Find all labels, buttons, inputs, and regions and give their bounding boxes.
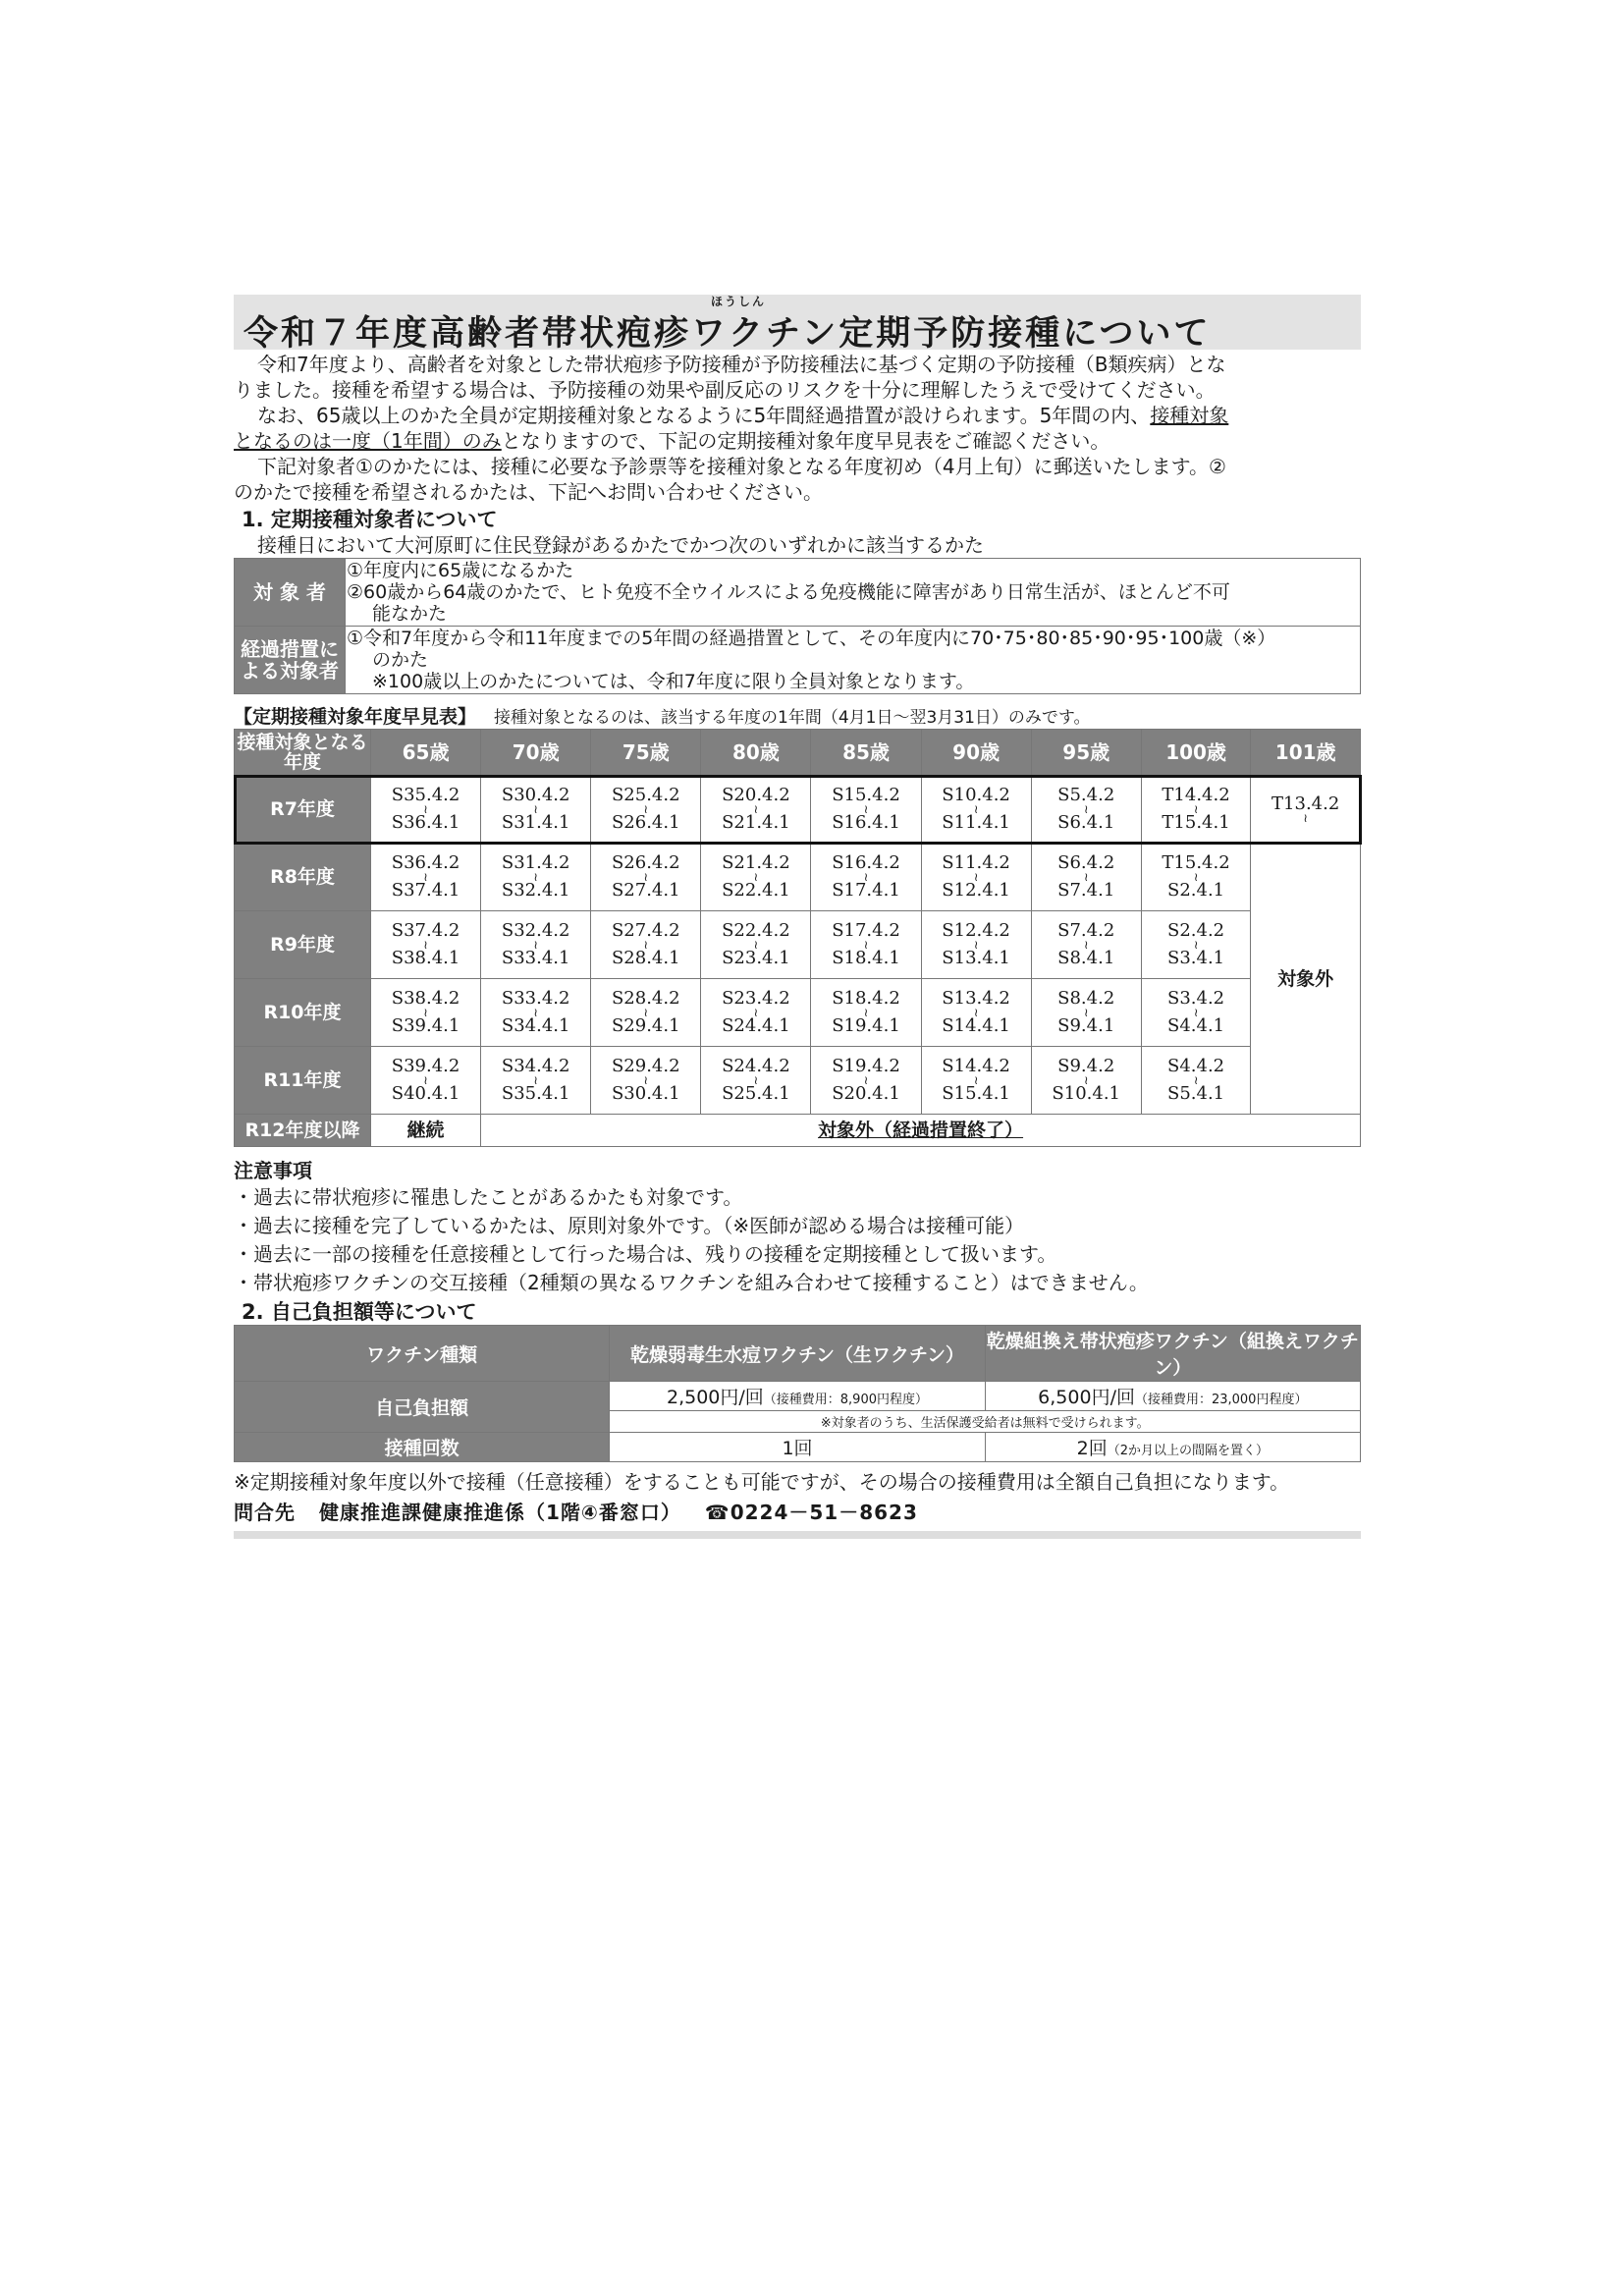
year-label: R7年度 xyxy=(235,776,371,844)
birth-range-cell xyxy=(701,844,811,911)
range-tilde: ≀ xyxy=(753,802,759,816)
target-item-2: ②60歳から64歳のかたで、ヒト免疫不全ウイルスによる免疫機能に障害があり日常生活が、ほとんど不可 xyxy=(347,581,1230,603)
birth-start: S21.4.2 xyxy=(722,852,790,873)
year-label: R11年度 xyxy=(235,1047,371,1115)
birth-range-cell xyxy=(481,979,591,1047)
intro-paragraph-1: 令和7年度より、高齢者を対象とした帯状疱疹予防接種が予防接種法に基づく定期の予防接種（B類疾病）とな xyxy=(257,353,1226,376)
range-tilde: ≀ xyxy=(423,938,428,952)
birth-end: S22.4.1 xyxy=(722,880,790,901)
range-tilde: ≀ xyxy=(533,1073,538,1087)
birth-start: S17.4.2 xyxy=(832,920,900,941)
birth-range-cell xyxy=(1251,776,1361,844)
birth-start: S23.4.2 xyxy=(722,988,790,1009)
recombinant-cost xyxy=(985,1382,1360,1411)
birth-start: S25.4.2 xyxy=(611,785,680,805)
birth-start: S20.4.2 xyxy=(722,785,790,805)
birth-end: S27.4.1 xyxy=(611,880,680,901)
birth-range-cell xyxy=(811,776,921,844)
caution-item: ・過去に接種を完了しているかたは、原則対象外です。（※医師が認める場合は接種可能） xyxy=(234,1214,1025,1237)
cost-table xyxy=(234,1325,1361,1462)
birth-range-cell xyxy=(811,1047,921,1115)
year-label: R10年度 xyxy=(235,979,371,1047)
section-2-title: 2. 自己負担額等について xyxy=(242,1300,477,1324)
birth-start: S27.4.2 xyxy=(611,920,680,941)
birth-range-cell xyxy=(921,979,1031,1047)
target-item-1: ①年度内に65歳になるかた xyxy=(347,560,574,581)
caution-item: ・過去に帯状疱疹に罹患したことがあるかたも対象です。 xyxy=(234,1185,743,1209)
title-bar xyxy=(234,295,1361,354)
birth-range-cell xyxy=(1031,844,1141,911)
birth-start: S18.4.2 xyxy=(832,988,900,1009)
birth-range-cell xyxy=(701,776,811,844)
range-tilde: ≀ xyxy=(973,938,979,952)
range-tilde: ≀ xyxy=(533,870,538,884)
birth-end: S23.4.1 xyxy=(722,948,790,968)
intro-paragraph-3b: のかたで接種を希望されるかたは、下記へお問い合わせください。 xyxy=(234,480,823,504)
range-tilde: ≀ xyxy=(973,802,979,816)
age-header: 95歳 xyxy=(1031,730,1141,776)
birth-end: S32.4.1 xyxy=(501,880,570,901)
birth-end: S14.4.1 xyxy=(942,1015,1010,1036)
range-tilde: ≀ xyxy=(973,1073,979,1087)
birth-start: S16.4.2 xyxy=(832,852,900,873)
recombinant-times xyxy=(985,1433,1360,1462)
range-tilde: ≀ xyxy=(423,870,428,884)
range-tilde: ≀ xyxy=(1083,1073,1089,1087)
birth-end: S20.4.1 xyxy=(832,1083,900,1104)
year-row xyxy=(235,911,1361,979)
birth-end: S15.4.1 xyxy=(942,1083,1010,1104)
birth-range-cell xyxy=(591,776,701,844)
birth-start: S2.4.2 xyxy=(1166,920,1225,941)
vaccine-type-label: ワクチン種類 xyxy=(235,1326,610,1382)
target-content xyxy=(346,559,1361,627)
birth-end: S21.4.1 xyxy=(722,812,790,833)
times-label: 接種回数 xyxy=(235,1433,610,1462)
contact-line xyxy=(234,1497,1361,1525)
range-tilde: ≀ xyxy=(643,870,649,884)
birth-end: S7.4.1 xyxy=(1057,880,1115,901)
age-header: 100歳 xyxy=(1141,730,1251,776)
live-cost-note: （接種費用：8,900円程度） xyxy=(763,1393,928,1407)
birth-end: S16.4.1 xyxy=(832,812,900,833)
range-tilde: ≀ xyxy=(1083,1006,1089,1019)
birth-range-cell xyxy=(1141,911,1251,979)
birth-end: S31.4.1 xyxy=(501,812,570,833)
range-tilde: ≀ xyxy=(1193,802,1199,816)
range-tilde: ≀ xyxy=(643,1006,649,1019)
birth-end: S30.4.1 xyxy=(611,1083,680,1104)
range-tilde: ≀ xyxy=(643,938,649,952)
range-tilde: ≀ xyxy=(423,1006,428,1019)
birth-start: S10.4.2 xyxy=(942,785,1010,805)
birth-start: T14.4.2 xyxy=(1162,785,1230,805)
range-tilde: ≀ xyxy=(1193,1073,1199,1087)
birth-end: S11.4.1 xyxy=(942,812,1010,833)
cautions-title: 注意事項 xyxy=(234,1159,312,1182)
birth-start: S30.4.2 xyxy=(501,785,570,805)
quick-table-title: 【定期接種対象年度早見表】 xyxy=(234,706,477,728)
live-cost xyxy=(610,1382,985,1411)
birth-range-cell xyxy=(1141,776,1251,844)
range-tilde: ≀ xyxy=(1193,870,1199,884)
range-tilde: ≀ xyxy=(423,1073,428,1087)
title-ruby: ほうしん xyxy=(711,295,767,308)
range-tilde: ≀ xyxy=(863,870,869,884)
birth-range-cell xyxy=(1031,979,1141,1047)
birth-start: S32.4.2 xyxy=(501,920,570,941)
birth-range-cell xyxy=(921,1047,1031,1115)
live-times: 1回 xyxy=(610,1433,985,1462)
age-header: 65歳 xyxy=(371,730,481,776)
birth-end: S13.4.1 xyxy=(942,948,1010,968)
birth-end: S25.4.1 xyxy=(722,1083,790,1104)
birth-start: S12.4.2 xyxy=(942,920,1010,941)
birth-end: S35.4.1 xyxy=(501,1083,570,1104)
birth-end: S29.4.1 xyxy=(611,1015,680,1036)
birth-range-cell xyxy=(591,1047,701,1115)
birth-range-cell xyxy=(1141,979,1251,1047)
age-header: 101歳 xyxy=(1251,730,1361,776)
age-header: 70歳 xyxy=(481,730,591,776)
recombinant-vaccine-header: 乾燥組換え帯状疱疹ワクチン（組換えワクチン） xyxy=(985,1326,1360,1382)
birth-start: S19.4.2 xyxy=(832,1056,900,1076)
birth-range-cell xyxy=(1031,911,1141,979)
birth-start: S24.4.2 xyxy=(722,1056,790,1076)
phone-icon: ☎ xyxy=(704,1501,730,1524)
birth-start: S7.4.2 xyxy=(1057,920,1115,941)
birth-start: S9.4.2 xyxy=(1057,1056,1115,1076)
range-tilde: ≀ xyxy=(643,802,649,816)
birth-range-cell xyxy=(1031,1047,1141,1115)
birth-start: S14.4.2 xyxy=(942,1056,1010,1076)
birth-range-cell xyxy=(811,911,921,979)
birth-range-cell xyxy=(591,844,701,911)
birth-end: S34.4.1 xyxy=(501,1015,570,1036)
contact-phone: 0224－51－8623 xyxy=(730,1501,918,1524)
range-tilde: ≀ xyxy=(643,1073,649,1087)
birth-start: S28.4.2 xyxy=(611,988,680,1009)
birth-start: T15.4.2 xyxy=(1162,852,1230,873)
target-label: 対 象 者 xyxy=(235,559,346,627)
birth-start: S36.4.2 xyxy=(391,852,460,873)
birth-start: S8.4.2 xyxy=(1057,988,1115,1009)
range-tilde: ≀ xyxy=(753,938,759,952)
recombinant-times-value: 2回 xyxy=(1076,1438,1108,1459)
year-row xyxy=(235,1047,1361,1115)
birth-start: S33.4.2 xyxy=(501,988,570,1009)
range-tilde: ≀ xyxy=(753,870,759,884)
birth-range-cell xyxy=(591,979,701,1047)
birth-end: S12.4.1 xyxy=(942,880,1010,901)
birth-start: T13.4.2 xyxy=(1271,793,1340,814)
range-tilde: ≀ xyxy=(1083,802,1089,816)
target-item-2b: 能なかた xyxy=(372,603,448,625)
birth-range-cell xyxy=(371,1047,481,1115)
birth-end: S28.4.1 xyxy=(611,948,680,968)
birth-range-cell xyxy=(481,1047,591,1115)
birth-start: S13.4.2 xyxy=(942,988,1010,1009)
birth-range-cell xyxy=(921,776,1031,844)
year-label: R9年度 xyxy=(235,911,371,979)
recombinant-times-note: （2か月以上の間隔を置く） xyxy=(1107,1444,1270,1458)
section-1-title: 1. 定期接種対象者について xyxy=(242,508,498,531)
recombinant-cost-value: 6,500円/回 xyxy=(1038,1387,1135,1408)
birth-end: S26.4.1 xyxy=(611,812,680,833)
birth-end: S3.4.1 xyxy=(1166,948,1225,968)
birth-start: S22.4.2 xyxy=(722,920,790,941)
range-tilde: ≀ xyxy=(973,870,979,884)
birth-start: S15.4.2 xyxy=(832,785,900,805)
birth-range-cell xyxy=(481,844,591,911)
quick-table-heading xyxy=(234,702,1361,729)
birth-end: S18.4.1 xyxy=(832,948,900,968)
birth-range-cell xyxy=(371,911,481,979)
range-tilde: ≀ xyxy=(863,938,869,952)
age-header: 85歳 xyxy=(811,730,921,776)
range-tilde: ≀ xyxy=(973,1006,979,1019)
range-tilde: ≀ xyxy=(1083,938,1089,952)
birth-range-cell xyxy=(481,911,591,979)
intro-paragraph-1b: りました。接種を希望する場合は、予防接種の効果や副反応のリスクを十分に理解したうえで受けてください。 xyxy=(234,378,1216,402)
year-label: R8年度 xyxy=(235,844,371,911)
recombinant-cost-note: （接種費用：23,000円程度） xyxy=(1134,1393,1308,1407)
birth-start: S4.4.2 xyxy=(1166,1056,1225,1076)
intro-paragraph-2b xyxy=(234,428,1361,454)
intro-underline-1: 接種対象 xyxy=(1150,404,1229,427)
range-tilde: ≀ xyxy=(533,1006,538,1019)
range-tilde: ≀ xyxy=(1083,870,1089,884)
range-tilde: ≀ xyxy=(863,1006,869,1019)
birth-start: S39.4.2 xyxy=(391,1056,460,1076)
transition-note: ※100歳以上のかたについては、令和7年度に限り全員対象となります。 xyxy=(372,671,975,692)
range-tilde: ≀ xyxy=(1303,811,1308,825)
birth-start: S35.4.2 xyxy=(391,785,460,805)
caution-item: ・過去に一部の接種を任意接種として行った場合は、残りの接種を定期接種として扱います。 xyxy=(234,1242,1057,1266)
birth-range-cell xyxy=(701,1047,811,1115)
year-label: R12年度以降 xyxy=(235,1115,371,1147)
birth-end: S6.4.1 xyxy=(1057,812,1115,833)
birth-end: S38.4.1 xyxy=(391,948,460,968)
birth-range-cell xyxy=(701,911,811,979)
age-header: 80歳 xyxy=(701,730,811,776)
quick-table-corner: 接種対象となる年度 xyxy=(235,730,371,776)
contact-dept: 健康推進課健康推進係（1階④番窓口） xyxy=(318,1501,681,1524)
range-tilde: ≀ xyxy=(533,938,538,952)
range-tilde: ≀ xyxy=(863,1073,869,1087)
birth-start: S38.4.2 xyxy=(391,988,460,1009)
last-row xyxy=(235,1115,1361,1147)
intro-paragraph-2 xyxy=(234,403,1361,428)
continue-cell: 継続 xyxy=(371,1115,481,1147)
range-tilde: ≀ xyxy=(1193,938,1199,952)
footnote: ※定期接種対象年度以外で接種（任意接種）をすることも可能ですが、その場合の接種費用は全額自己負担になります。 xyxy=(234,1470,1290,1494)
birth-start: S34.4.2 xyxy=(501,1056,570,1076)
birth-range-cell xyxy=(371,776,481,844)
cost-label: 自己負担額 xyxy=(235,1382,610,1433)
birth-start: S5.4.2 xyxy=(1057,785,1115,805)
out-of-scope-cell: 対象外 xyxy=(1251,844,1361,1115)
transition-content xyxy=(346,627,1361,694)
birth-end: S40.4.1 xyxy=(391,1083,460,1104)
notice-document xyxy=(234,295,1361,1539)
bottom-bar xyxy=(234,1531,1361,1539)
transition-end-cell: 対象外（経過措置終了） xyxy=(481,1115,1361,1147)
birth-range-cell xyxy=(921,844,1031,911)
transition-item-1: ①令和7年度から令和11年度までの5年間の経過措置として、その年度内に70･75･80･85･90･95･100歳（※） xyxy=(347,628,1276,649)
intro-text: なお、65歳以上のかた全員が定期接種対象となるように5年間経過措置が設けられます。5年間の内、 xyxy=(257,404,1151,427)
range-tilde: ≀ xyxy=(423,802,428,816)
birth-start: S31.4.2 xyxy=(501,852,570,873)
birth-range-cell xyxy=(591,911,701,979)
birth-range-cell xyxy=(1031,776,1141,844)
birth-range-cell xyxy=(371,979,481,1047)
birth-start: S6.4.2 xyxy=(1057,852,1115,873)
range-tilde: ≀ xyxy=(753,1073,759,1087)
year-row xyxy=(235,844,1361,911)
intro-underline-2: となるのは一度（1年間）のみ xyxy=(234,429,502,453)
birth-start: S11.4.2 xyxy=(942,852,1010,873)
birth-start: S37.4.2 xyxy=(391,920,460,941)
birth-range-cell xyxy=(811,844,921,911)
intro-text: となりますので、下記の定期接種対象年度早見表をご確認ください。 xyxy=(501,429,1110,453)
intro-paragraph-3: 下記対象者①のかたには、接種に必要な予診票等を接種対象となる年度初め（4月上旬）に郵送いたします。② xyxy=(257,455,1226,478)
birth-end: S17.4.1 xyxy=(832,880,900,901)
transition-label: 経過措置による対象者 xyxy=(235,627,346,694)
page-title: 令和７年度高齢者帯状疱疹ワクチン定期予防接種について xyxy=(243,314,1212,354)
birth-end: S39.4.1 xyxy=(391,1015,460,1036)
contact-label: 問合先 xyxy=(234,1501,296,1524)
birth-range-cell xyxy=(481,776,591,844)
range-tilde: ≀ xyxy=(533,802,538,816)
birth-end: S8.4.1 xyxy=(1057,948,1115,968)
birth-end: S4.4.1 xyxy=(1166,1015,1225,1036)
year-row xyxy=(235,979,1361,1047)
birth-end: T15.4.1 xyxy=(1162,812,1230,833)
quick-table-note: 接種対象となるのは、該当する年度の1年間（4月1日～翌3月31日）のみです。 xyxy=(494,708,1091,728)
birth-range-cell xyxy=(921,911,1031,979)
year-row xyxy=(235,776,1361,844)
live-cost-value: 2,500円/回 xyxy=(666,1387,764,1408)
range-tilde: ≀ xyxy=(753,1006,759,1019)
live-vaccine-header: 乾燥弱毒生水痘ワクチン（生ワクチン） xyxy=(610,1326,985,1382)
target-table xyxy=(234,558,1361,694)
birth-end: S19.4.1 xyxy=(832,1015,900,1036)
birth-range-cell xyxy=(1141,1047,1251,1115)
caution-item: ・帯状疱疹ワクチンの交互接種（2種類の異なるワクチンを組み合わせて接種すること）はできません。 xyxy=(234,1271,1149,1294)
welfare-note: ※対象者のうち、生活保護受給者は無料で受けられます。 xyxy=(610,1411,1361,1433)
range-tilde: ≀ xyxy=(1193,1006,1199,1019)
birth-end: S5.4.1 xyxy=(1166,1083,1225,1104)
section-1-lead: 接種日において大河原町に住民登録があるかたでかつ次のいずれかに該当するかた xyxy=(257,533,984,557)
birth-end: S2.4.1 xyxy=(1166,880,1225,901)
birth-range-cell xyxy=(371,844,481,911)
birth-end: S10.4.1 xyxy=(1052,1083,1120,1104)
birth-end: S37.4.1 xyxy=(391,880,460,901)
quick-reference-table xyxy=(234,729,1361,1147)
age-header: 90歳 xyxy=(921,730,1031,776)
birth-start: S26.4.2 xyxy=(611,852,680,873)
range-tilde: ≀ xyxy=(863,802,869,816)
birth-start: S29.4.2 xyxy=(611,1056,680,1076)
age-header: 75歳 xyxy=(591,730,701,776)
birth-range-cell xyxy=(1141,844,1251,911)
birth-range-cell xyxy=(701,979,811,1047)
birth-end: S24.4.1 xyxy=(722,1015,790,1036)
birth-range-cell xyxy=(811,979,921,1047)
birth-start: S3.4.2 xyxy=(1166,988,1225,1009)
transition-item-1b: のかた xyxy=(372,649,429,671)
birth-end: S9.4.1 xyxy=(1057,1015,1115,1036)
birth-end: S33.4.1 xyxy=(501,948,570,968)
birth-end: S36.4.1 xyxy=(391,812,460,833)
